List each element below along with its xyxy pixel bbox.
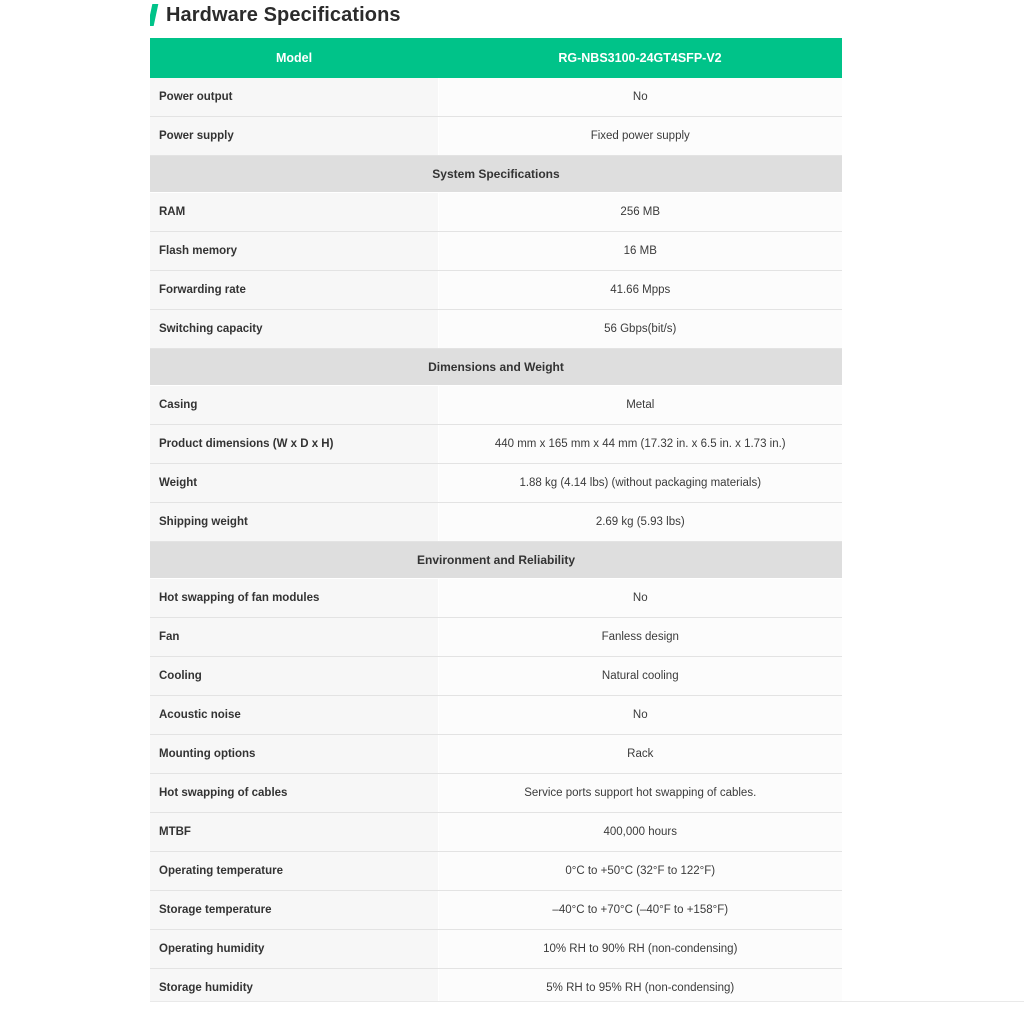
table-row bbox=[150, 310, 842, 349]
table-section-label: System Specifications bbox=[150, 156, 842, 193]
spec-label: Storage temperature bbox=[150, 891, 438, 930]
table-header-model: Model bbox=[150, 38, 438, 78]
spec-label: Power supply bbox=[150, 117, 438, 156]
spec-value: Metal bbox=[438, 386, 842, 425]
spec-value: 256 MB bbox=[438, 193, 842, 232]
table-header-row bbox=[150, 38, 842, 78]
table-row bbox=[150, 813, 842, 852]
table-row bbox=[150, 579, 842, 618]
table-row bbox=[150, 891, 842, 930]
table-row bbox=[150, 78, 842, 117]
spec-value: Fanless design bbox=[438, 618, 842, 657]
table-row bbox=[150, 193, 842, 232]
spec-label: Mounting options bbox=[150, 735, 438, 774]
spec-label: Weight bbox=[150, 464, 438, 503]
table-section-label: Environment and Reliability bbox=[150, 542, 842, 579]
spec-value: 0°C to +50°C (32°F to 122°F) bbox=[438, 852, 842, 891]
spec-value: 16 MB bbox=[438, 232, 842, 271]
spec-label: Forwarding rate bbox=[150, 271, 438, 310]
spec-value: 2.69 kg (5.93 lbs) bbox=[438, 503, 842, 542]
table-row bbox=[150, 735, 842, 774]
page-title-text: Hardware Specifications bbox=[166, 3, 401, 26]
page-left-margin bbox=[0, 0, 150, 1024]
spec-value: No bbox=[438, 579, 842, 618]
table-row bbox=[150, 386, 842, 425]
spec-value: Rack bbox=[438, 735, 842, 774]
spec-label: Power output bbox=[150, 78, 438, 117]
table-row bbox=[150, 464, 842, 503]
table-section-row bbox=[150, 349, 842, 386]
spec-value: Fixed power supply bbox=[438, 117, 842, 156]
spec-label: Storage humidity bbox=[150, 969, 438, 1008]
spec-label: Fan bbox=[150, 618, 438, 657]
spec-label: Hot swapping of fan modules bbox=[150, 579, 438, 618]
table-section-label: Dimensions and Weight bbox=[150, 349, 842, 386]
table-row bbox=[150, 425, 842, 464]
spec-value: No bbox=[438, 78, 842, 117]
spec-label: MTBF bbox=[150, 813, 438, 852]
page-title bbox=[150, 0, 401, 30]
table-row bbox=[150, 117, 842, 156]
spec-label: Hot swapping of cables bbox=[150, 774, 438, 813]
table-row bbox=[150, 774, 842, 813]
spec-value: 5% RH to 95% RH (non-condensing) bbox=[438, 969, 842, 1008]
spec-label: RAM bbox=[150, 193, 438, 232]
spec-value: 41.66 Mpps bbox=[438, 271, 842, 310]
table-section-row bbox=[150, 156, 842, 193]
spec-value: 1.88 kg (4.14 lbs) (without packaging materials) bbox=[438, 464, 842, 503]
spec-value: Service ports support hot swapping of cables. bbox=[438, 774, 842, 813]
table-section-row bbox=[150, 542, 842, 579]
table-row bbox=[150, 618, 842, 657]
spec-label: Switching capacity bbox=[150, 310, 438, 349]
hardware-specifications-table bbox=[150, 38, 842, 1008]
spec-label: Flash memory bbox=[150, 232, 438, 271]
spec-label: Cooling bbox=[150, 657, 438, 696]
spec-value: No bbox=[438, 696, 842, 735]
spec-value: 56 Gbps(bit/s) bbox=[438, 310, 842, 349]
spec-label: Operating temperature bbox=[150, 852, 438, 891]
spec-label: Acoustic noise bbox=[150, 696, 438, 735]
spec-label: Operating humidity bbox=[150, 930, 438, 969]
table-row bbox=[150, 852, 842, 891]
spec-value: –40°C to +70°C (–40°F to +158°F) bbox=[438, 891, 842, 930]
table-row bbox=[150, 696, 842, 735]
table-body bbox=[150, 78, 842, 1008]
spec-value: 400,000 hours bbox=[438, 813, 842, 852]
table-row bbox=[150, 657, 842, 696]
table-row bbox=[150, 930, 842, 969]
spec-label: Product dimensions (W x D x H) bbox=[150, 425, 438, 464]
spec-value: 10% RH to 90% RH (non-condensing) bbox=[438, 930, 842, 969]
page-bottom-margin bbox=[0, 1002, 1024, 1024]
spec-value: Natural cooling bbox=[438, 657, 842, 696]
spec-value: 440 mm x 165 mm x 44 mm (17.32 in. x 6.5 in. x 1.73 in.) bbox=[438, 425, 842, 464]
table-header-product: RG-NBS3100-24GT4SFP-V2 bbox=[438, 38, 842, 78]
table-row bbox=[150, 232, 842, 271]
spec-label: Casing bbox=[150, 386, 438, 425]
spec-label: Shipping weight bbox=[150, 503, 438, 542]
table-row bbox=[150, 271, 842, 310]
table-row bbox=[150, 503, 842, 542]
